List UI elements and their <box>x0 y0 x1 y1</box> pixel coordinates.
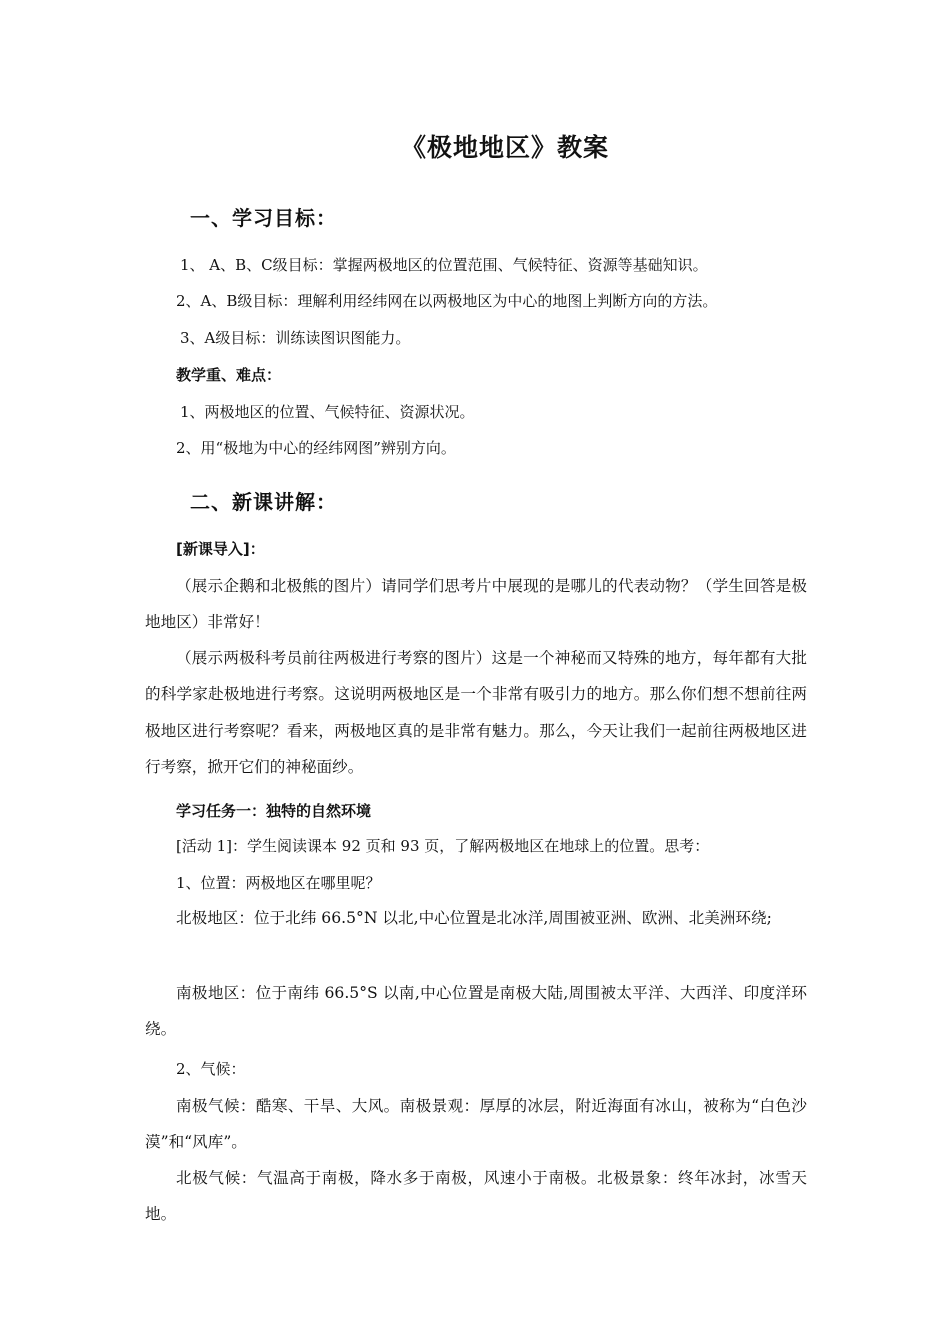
goal-3: 3、A级目标：训练读图识图能力。 <box>180 329 411 347</box>
document-title: 《极地地区》教案 <box>400 133 609 162</box>
question-climate: 2、气候： <box>176 1060 246 1078</box>
section-heading-learning-goals: 一、学习目标： <box>190 206 337 230</box>
keypoint-1: 1、两极地区的位置、气候特征、资源状况。 <box>180 403 475 421</box>
north-climate: 北极气候：气温高于南极，降水多于南极，风速小于南极。北极景象：终年冰封，冰雪天地。 <box>145 1169 807 1224</box>
activity-1: [活动 1]：学生阅读课本 92 页和 93 页，了解两极地区在地球上的位置。思考： <box>176 837 710 855</box>
question-location: 1、位置：两极地区在哪里呢？ <box>176 874 381 892</box>
task-1-label: 学习任务一：独特的自然环境 <box>176 802 372 820</box>
goal-1: 1、 A、B、C级目标：掌握两极地区的位置范围、气候特征、资源等基础知识。 <box>180 256 708 274</box>
intro-label: [新课导入]： <box>176 540 265 558</box>
keypoints-label: 教学重、难点： <box>176 366 282 384</box>
intro-paragraph-2: （展示两极科考员前往两极进行考察的图片）这是一个神秘而又特殊的地方，每年都有大批的科学家赴极地进行考察。这说明两极地区是一个非常有吸引力的地方。那么你们想不想前往两极地区进行考察呢？看来，两极地区真的是非常有魅力。那么，今天让我们一起前往两极地区进行考察，掀开它们的神秘面纱。 <box>145 649 807 777</box>
keypoint-2: 2、用“极地为中心的经纬网图”辨别方向。 <box>176 439 456 457</box>
south-climate: 南极气候：酷寒、干旱、大风。南极景观：厚厚的冰层，附近海面有冰山，被称为“白色沙漠”和“风库”。 <box>145 1097 807 1152</box>
south-location: 南极地区：位于南纬 66.5°S 以南,中心位置是南极大陆,周围被太平洋、大西洋、印度洋环绕。 <box>145 984 807 1039</box>
section-heading-new-lesson: 二、新课讲解： <box>190 490 337 514</box>
intro-paragraph-1: （展示企鹅和北极熊的图片）请同学们思考片中展现的是哪儿的代表动物？（学生回答是极地地区）非常好！ <box>145 577 807 632</box>
north-location: 北极地区：位于北纬 66.5°N 以北,中心位置是北冰洋,周围被亚洲、欧洲、北美洲环绕; <box>176 909 772 927</box>
goal-2: 2、A、B级目标：理解利用经纬网在以两极地区为中心的地图上判断方向的方法。 <box>176 292 718 310</box>
